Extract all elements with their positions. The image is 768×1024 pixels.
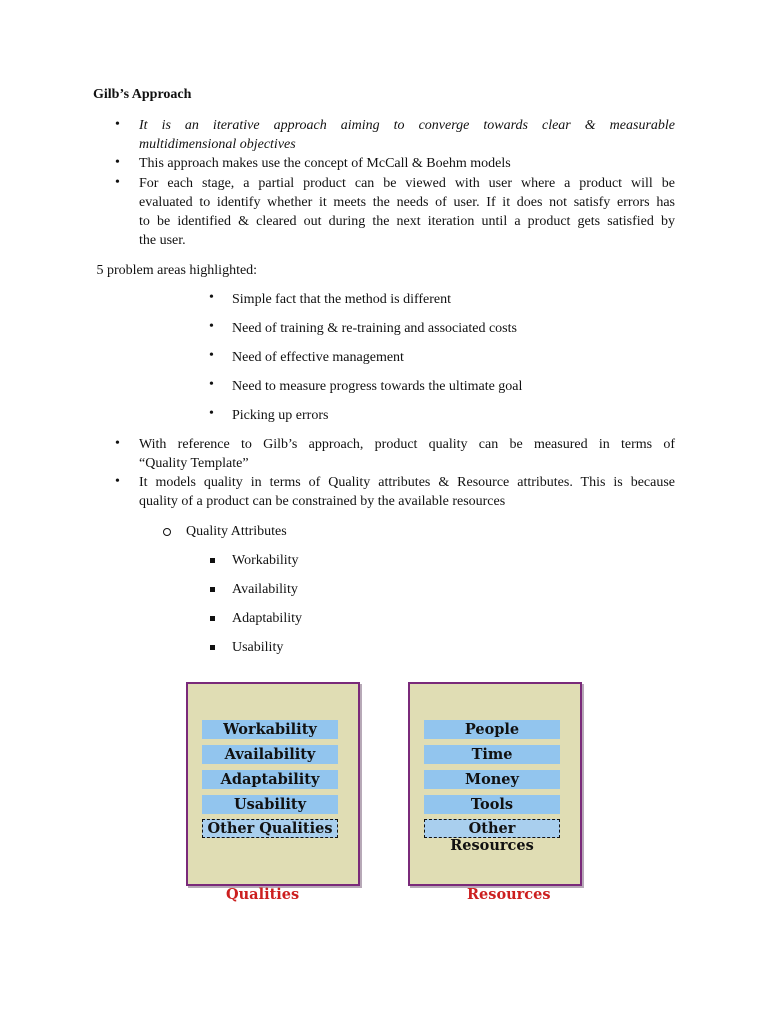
qualities-panel bbox=[186, 682, 360, 886]
square-bullet-icon bbox=[210, 616, 215, 621]
resource-box: Time bbox=[424, 745, 560, 764]
section-heading: Gilb’s Approach bbox=[93, 87, 192, 102]
intro-bullet-2: This approach makes use the concept of McCall & Boehm models bbox=[139, 156, 511, 171]
intro-bullet-3 bbox=[139, 174, 675, 250]
bullet-icon: • bbox=[115, 175, 120, 190]
qualities-caption: Qualities bbox=[226, 886, 300, 903]
text-line: to be identified & cleared out during the next iteration until a product gets satisfied by bbox=[139, 214, 675, 229]
problem-item: Need of effective management bbox=[232, 350, 404, 365]
problem-item: Need of training & re-training and associated costs bbox=[232, 321, 517, 336]
intro-bullet-1 bbox=[139, 116, 675, 154]
quality-box: Adaptability bbox=[202, 770, 338, 789]
circle-bullet-icon bbox=[163, 528, 171, 536]
text-line: It models quality in terms of Quality attributes & Resource attributes. This is because bbox=[139, 475, 675, 490]
text-line: quality of a product can be constrained by the available resources bbox=[139, 494, 506, 509]
text-line: With reference to Gilb’s approach, product quality can be measured in terms of bbox=[139, 437, 675, 452]
bullet-icon: • bbox=[209, 377, 214, 392]
resource-box: Tools bbox=[424, 795, 560, 814]
problem-item: Need to measure progress towards the ultimate goal bbox=[232, 379, 523, 394]
bullet-icon: • bbox=[209, 348, 214, 363]
resource-box: Money bbox=[424, 770, 560, 789]
text-line: the user. bbox=[139, 233, 186, 248]
bullet-icon: • bbox=[115, 436, 120, 451]
bullet-icon: • bbox=[115, 474, 120, 489]
bullet-icon: • bbox=[209, 290, 214, 305]
bullet-icon: • bbox=[115, 117, 120, 132]
quality-bullet-1 bbox=[139, 435, 675, 473]
attribute-item: Adaptability bbox=[232, 611, 302, 626]
quality-box: Availability bbox=[202, 745, 338, 764]
text-line: For each stage, a partial product can be viewed with user where a product will be bbox=[139, 176, 675, 191]
quality-box-dashed: Other Qualities bbox=[202, 819, 338, 838]
quality-bullet-2 bbox=[139, 473, 675, 511]
attribute-item: Availability bbox=[232, 582, 298, 597]
square-bullet-icon bbox=[210, 645, 215, 650]
text-line: evaluated to identify whether it meets the needs of user. If it does not satisfy errors has bbox=[139, 195, 675, 210]
resources-caption: Resources bbox=[467, 886, 551, 903]
attribute-item: Workability bbox=[232, 553, 299, 568]
bullet-icon: • bbox=[115, 155, 120, 170]
quality-box: Usability bbox=[202, 795, 338, 814]
square-bullet-icon bbox=[210, 558, 215, 563]
resource-box-dashed: Other Resources bbox=[424, 819, 560, 838]
problem-heading: 5 problem areas highlighted: bbox=[93, 263, 258, 278]
text-line: “Quality Template” bbox=[139, 456, 249, 471]
quality-box: Workability bbox=[202, 720, 338, 739]
bullet-icon: • bbox=[209, 406, 214, 421]
resource-box: People bbox=[424, 720, 560, 739]
cropped-title-remnant bbox=[198, 660, 410, 668]
text-line: It is an iterative approach aiming to converge towards clear & measurable bbox=[139, 118, 675, 133]
sub-heading: Quality Attributes bbox=[186, 524, 287, 539]
resources-panel bbox=[408, 682, 582, 886]
problem-item: Picking up errors bbox=[232, 408, 329, 423]
bullet-icon: • bbox=[209, 319, 214, 334]
cropped-title-marks bbox=[198, 665, 410, 668]
problem-item: Simple fact that the method is different bbox=[232, 292, 452, 307]
square-bullet-icon bbox=[210, 587, 215, 592]
attribute-item: Usability bbox=[232, 640, 284, 655]
text-line: multidimensional objectives bbox=[139, 137, 296, 152]
